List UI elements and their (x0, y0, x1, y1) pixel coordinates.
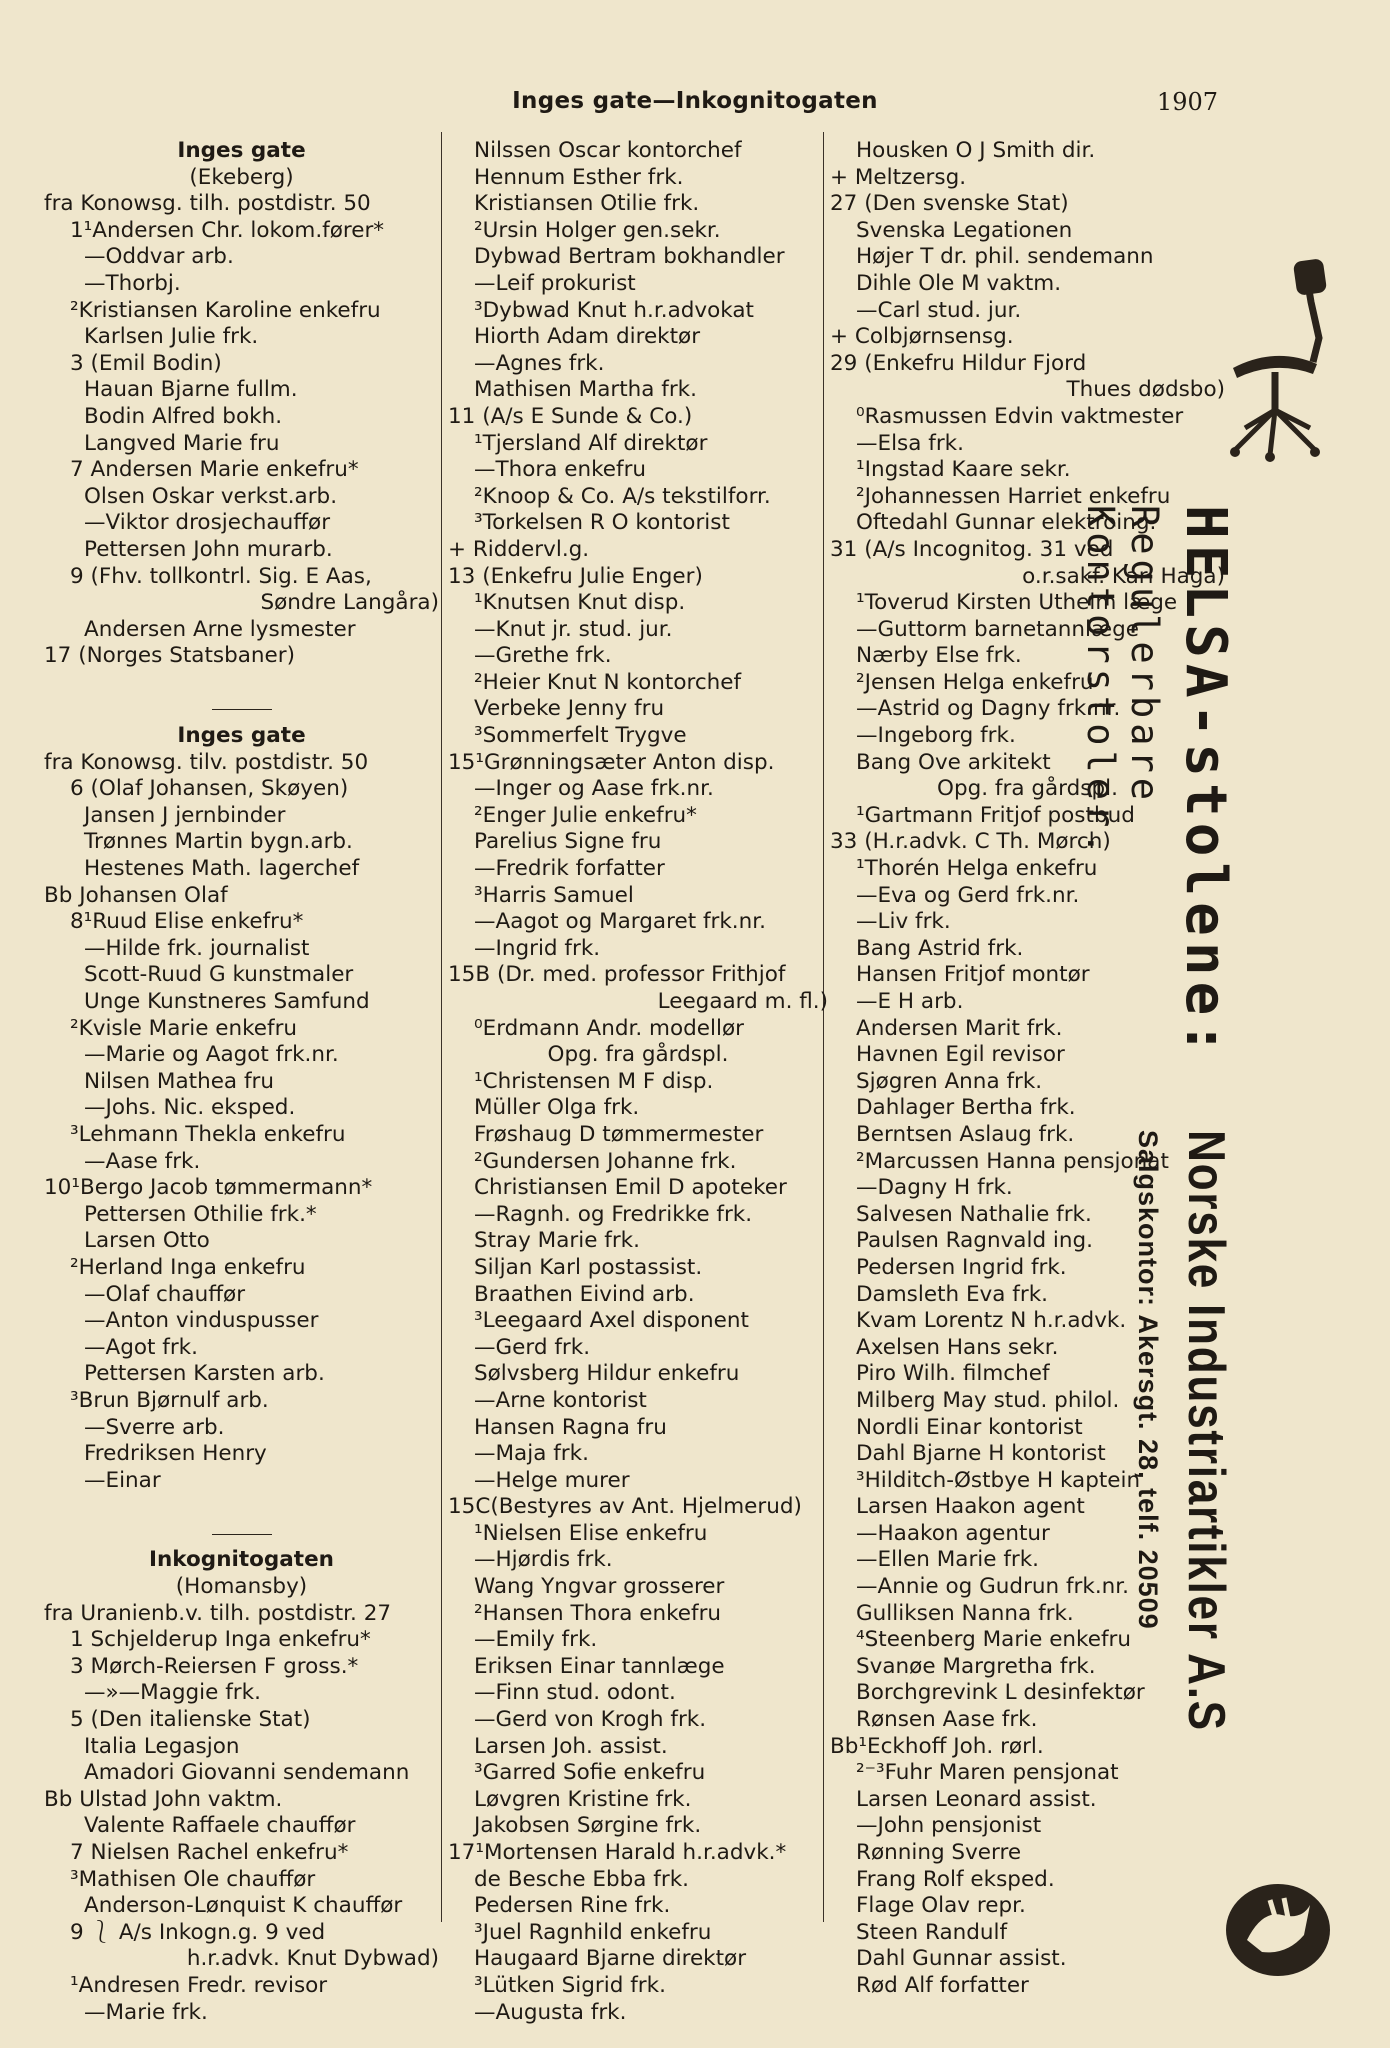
directory-entry: Søndre Langåra) (260, 590, 439, 616)
directory-entry: 11 (A/s E Sunde & Co.) (448, 403, 693, 429)
directory-entry: ²Herland Inga enkefru (70, 1254, 306, 1280)
directory-entry: Fredriksen Henry (84, 1441, 267, 1467)
directory-entry: —Dagny H frk. (856, 1175, 1013, 1201)
directory-entry: Bb Johansen Olaf (44, 882, 228, 908)
directory-entry: Parelius Signe fru (474, 829, 662, 855)
directory-entry: —Leif prokurist (474, 270, 636, 296)
spacer (44, 1494, 439, 1521)
directory-entry: Dahlager Bertha frk. (856, 1095, 1076, 1121)
directory-entry: Scott-Ruud G kunstmaler (84, 962, 354, 988)
directory-entry: Svanøe Margretha frk. (856, 1653, 1096, 1679)
directory-entry: Pettersen Karsten arb. (84, 1361, 325, 1387)
directory-entry: 7 Andersen Marie enkefru* (70, 457, 359, 483)
directory-entry: —Liv frk. (856, 909, 951, 935)
directory-entry: —Helge murer (474, 1467, 630, 1493)
directory-entry: ²⁻³Fuhr Maren pensjonat (856, 1760, 1119, 1786)
directory-entry: Kristiansen Otilie frk. (474, 191, 700, 217)
directory-entry: Housken O J Smith dir. (856, 138, 1096, 163)
directory-entry: ⁴Steenberg Marie enkefru (856, 1627, 1131, 1653)
directory-entry: 6 (Olaf Johansen, Skøyen) (70, 776, 349, 802)
directory-entry: —Viktor drosjechauffør (84, 510, 331, 536)
directory-entry: Kvam Lorentz N h.r.advk. (856, 1308, 1127, 1334)
directory-entry: ³Brun Bjørnulf arb. (70, 1387, 269, 1413)
directory-entry: —Einar (84, 1467, 161, 1493)
directory-entry: Larsen Leonard assist. (856, 1786, 1097, 1812)
directory-entry: Dihle Ole M vaktm. (856, 270, 1062, 296)
directory-entry: Piro Wilh. filmchef (856, 1361, 1050, 1387)
directory-entry: Amadori Giovanni sendemann (84, 1760, 410, 1786)
directory-entry: 15B (Dr. med. professor Frithjof (448, 962, 786, 988)
directory-entry: Hennum Esther frk. (474, 164, 684, 190)
directory-entry: 15¹Grønningsæter Anton disp. (448, 749, 775, 775)
directory-entry: —Ingeborg frk. (856, 723, 1016, 749)
directory-entry: fra Konowsg. tilv. postdistr. 50 (44, 749, 369, 775)
directory-entry: —E H arb. (856, 989, 964, 1014)
directory-entry: ¹Christensen M F disp. (474, 1068, 714, 1094)
directory-entry: —Agot frk. (84, 1334, 198, 1360)
directory-entry: Inkognitogaten (149, 1547, 334, 1573)
directory-entry: Bb¹Eckhoff Joh. rørl. (830, 1733, 1044, 1759)
directory-entry: Larsen Otto (84, 1228, 210, 1254)
directory-entry: —Grethe frk. (474, 643, 612, 669)
spacer (44, 670, 439, 697)
directory-entry: ¹Toverud Kirsten Utheim læge (856, 590, 1178, 616)
directory-entry: Nordli Einar kontorist (856, 1414, 1083, 1440)
directory-entry: ²Jensen Helga enkefru (856, 669, 1094, 695)
directory-entry: ³Lehmann Thekla enkefru (70, 1121, 346, 1147)
norske-ad-subtitle: Salgskontor: Akersgt. 28, telf. 20509 (1133, 1130, 1163, 1630)
directory-entry: Haugaard Bjarne direktør (474, 1946, 747, 1972)
directory-column-2 (448, 138, 828, 2026)
directory-entry: Trønnes Martin bygn.arb. (84, 829, 353, 855)
directory-entry: Andersen Arne lysmester (84, 616, 356, 642)
directory-entry: —Marie frk. (84, 1999, 208, 2025)
directory-entry: —Thorbj. (84, 270, 181, 296)
directory-entry: ²Ursin Holger gen.sekr. (474, 217, 721, 243)
directory-entry: Hauan Bjarne fullm. (84, 377, 298, 403)
directory-entry: Andersen Marit frk. (856, 1015, 1063, 1041)
directory-entry: Thues dødsbo) (1066, 377, 1225, 403)
directory-entry: —Eva og Gerd frk.nr. (856, 882, 1080, 908)
directory-entry: ³Garred Sofie enkefru (474, 1760, 706, 1786)
directory-entry: Pedersen Rine frk. (474, 1893, 671, 1919)
directory-entry: ²Heier Knut N kontorchef (474, 669, 742, 695)
directory-entry: Bb Ulstad John vaktm. (44, 1786, 283, 1812)
directory-entry: Dybwad Bertram bokhandler (474, 244, 785, 270)
directory-entry: Paulsen Ragnvald ing. (856, 1228, 1094, 1254)
directory-entry: Flage Olav repr. (856, 1893, 1026, 1919)
directory-entry: Valente Raffaele chauffør (84, 1813, 356, 1839)
directory-entry: 17¹Mortensen Harald h.r.advk.* (448, 1840, 787, 1865)
directory-entry: h.r.advk. Knut Dybwad) (186, 1946, 439, 1972)
directory-entry: 10¹Bergo Jacob tømmermann* (44, 1175, 373, 1201)
directory-entry: Anderson-Lønquist K chauffør (84, 1893, 403, 1919)
directory-entry: Dahl Gunnar assist. (856, 1946, 1067, 1972)
directory-entry: Pettersen Othilie frk.* (84, 1201, 317, 1227)
directory-entry: —Fredrik forfatter (474, 856, 665, 882)
directory-entry: de Besche Ebba frk. (474, 1866, 689, 1892)
directory-entry: 5 (Den italienske Stat) (70, 1707, 311, 1733)
directory-entry: ²Kvisle Marie enkefru (70, 1015, 298, 1041)
directory-entry: —Ragnh. og Fredrikke frk. (474, 1201, 753, 1227)
directory-entry: —Gerd von Krogh frk. (474, 1707, 707, 1733)
directory-entry: —John pensjonist (856, 1813, 1042, 1839)
directory-entry: ²Marcussen Hanna pensjonat (856, 1148, 1169, 1174)
directory-entry: —Hilde frk. journalist (84, 935, 310, 961)
directory-entry: Rønning Sverre (856, 1840, 1022, 1865)
directory-entry: —Marie og Aagot frk.nr. (84, 1042, 339, 1068)
directory-entry: ³Leegaard Axel disponent (474, 1308, 749, 1334)
directory-entry: Frang Rolf eksped. (856, 1866, 1055, 1892)
directory-entry: —Anton vinduspusser (84, 1308, 319, 1334)
directory-entry: 9 (Fhv. tollkontrl. Sig. E Aas, (70, 563, 372, 589)
directory-entry: 31 (A/s Incognitog. 31 ved (830, 536, 1114, 562)
directory-entry: ²Johannessen Harriet enkefru (856, 483, 1171, 509)
directory-entry: Hansen Fritjof montør (856, 962, 1090, 988)
company-logo-icon (1222, 1880, 1334, 1980)
directory-entry: ¹Nielsen Elise enkefru (474, 1520, 708, 1546)
directory-entry: —Thora enkefru (474, 457, 647, 483)
directory-entry: 9 ⎱ A/s Inkogn.g. 9 ved (70, 1919, 326, 1945)
directory-entry: (Ekeberg) (189, 164, 294, 190)
directory-entry: Nærby Else frk. (856, 643, 1022, 669)
directory-entry: —Maja frk. (474, 1441, 589, 1467)
directory-entry: ³Sommerfelt Trygve (474, 723, 687, 749)
directory-entry: —Aagot og Margaret frk.nr. (474, 909, 766, 935)
directory-entry: fra Uranienb.v. tilh. postdistr. 27 (44, 1600, 392, 1626)
section-separator (44, 1521, 439, 1548)
directory-entry: o.r.sakf. Karl Haga) (1022, 563, 1225, 589)
directory-entry: ¹Tjersland Alf direktør (474, 430, 708, 456)
directory-entry: Svenska Legationen (856, 217, 1073, 243)
norske-ad-title: Norske Industriartikler A.S (1177, 1130, 1235, 1732)
directory-entry: Bang Astrid frk. (856, 935, 1024, 961)
directory-entry: 8¹Ruud Elise enkefru* (70, 909, 304, 935)
directory-entry: Leegaard m. fl.) (657, 989, 828, 1014)
directory-entry: ³Lütken Sigrid frk. (474, 1972, 666, 1998)
section-separator (44, 696, 439, 723)
directory-entry: Christiansen Emil D apoteker (474, 1175, 787, 1201)
directory-entry: 1 Schjelderup Inga enkefru* (70, 1627, 371, 1653)
directory-entry: 33 (H.r.advk. C Th. Mørch) (830, 829, 1111, 855)
directory-entry: Bang Ove arkitekt (856, 749, 1051, 775)
directory-entry: —Ingrid frk. (474, 935, 601, 961)
directory-entry: ¹Gartmann Fritjof postbud (856, 802, 1135, 828)
directory-entry: ³Torkelsen R O kontorist (474, 510, 730, 536)
directory-entry: Damsleth Eva frk. (856, 1281, 1048, 1307)
directory-entry: Mathisen Martha frk. (474, 377, 697, 403)
directory-entry: Hestenes Math. lagerchef (84, 856, 360, 882)
directory-entry: 3 Mørch-Reiersen F gross.* (70, 1653, 359, 1679)
directory-entry: Italia Legasjon (84, 1733, 240, 1759)
directory-entry: Pettersen John murarb. (84, 536, 333, 562)
directory-entry: Jansen J jernbinder (84, 802, 286, 828)
directory-entry: —Hjørdis frk. (474, 1547, 613, 1573)
directory-entry: fra Konowsg. tilh. postdistr. 50 (44, 191, 371, 217)
directory-entry: —Johs. Nic. eksped. (84, 1095, 296, 1121)
directory-entry: —Agnes frk. (474, 350, 605, 376)
directory-entry: ³Harris Samuel (474, 882, 634, 908)
directory-entry: —Ellen Marie frk. (856, 1547, 1040, 1573)
directory-entry: Opg. fra gårdspl. (547, 1042, 729, 1068)
directory-entry: 7 Nielsen Rachel enkefru* (70, 1840, 349, 1865)
directory-entry: —Augusta frk. (474, 1999, 627, 2025)
directory-entry: —Gerd frk. (474, 1334, 591, 1360)
directory-entry: Havnen Egil revisor (856, 1042, 1065, 1068)
directory-entry: —Carl stud. jur. (856, 297, 1022, 323)
directory-entry: ²Knoop & Co. A/s tekstilforr. (474, 483, 771, 509)
directory-entry: Karlsen Julie frk. (84, 324, 259, 350)
directory-entry: Larsen Joh. assist. (474, 1733, 668, 1759)
directory-entry: —Aase frk. (84, 1148, 201, 1174)
directory-entry: Højer T dr. phil. sendemann (856, 244, 1154, 270)
directory-entry: + Meltzersg. (830, 164, 967, 190)
directory-entry: ³Juel Ragnhild enkefru (474, 1919, 712, 1945)
directory-entry: ²Kristiansen Karoline enkefru (70, 297, 381, 323)
directory-entry: Salvesen Nathalie frk. (856, 1201, 1092, 1227)
directory-entry: Gulliksen Nanna frk. (856, 1600, 1074, 1626)
directory-entry: Braathen Eivind arb. (474, 1281, 695, 1307)
directory-entry: (Homansby) (175, 1574, 308, 1600)
directory-entry: —Inger og Aase frk.nr. (474, 776, 714, 802)
directory-entry: —»—Maggie frk. (84, 1680, 261, 1706)
directory-entry: 13 (Enkefru Julie Enger) (448, 563, 703, 589)
directory-entry: Langved Marie fru (84, 430, 280, 456)
directory-entry: Axelsen Hans sekr. (856, 1334, 1059, 1360)
directory-entry: —Knut jr. stud. jur. (474, 616, 673, 642)
directory-entry: Larsen Haakon agent (856, 1494, 1085, 1520)
directory-entry: Eriksen Einar tannlæge (474, 1653, 725, 1679)
directory-entry: Hansen Ragna fru (474, 1414, 667, 1440)
directory-entry: Sjøgren Anna frk. (856, 1068, 1043, 1094)
directory-entry: ²Hansen Thora enkefru (474, 1600, 722, 1626)
directory-entry: ³Mathisen Ole chauffør (70, 1866, 316, 1892)
directory-entry: 3 (Emil Bodin) (70, 350, 222, 376)
directory-entry: Müller Olga frk. (474, 1095, 640, 1121)
directory-entry: ²Enger Julie enkefru* (474, 802, 697, 828)
directory-entry: Wang Yngvar grosserer (474, 1574, 725, 1600)
directory-entry: Dahl Bjarne H kontorist (856, 1441, 1106, 1467)
directory-entry: Verbeke Jenny fru (474, 696, 665, 722)
directory-entry: —Annie og Gudrun frk.nr. (856, 1574, 1130, 1600)
directory-entry: —Sverre arb. (84, 1414, 225, 1440)
directory-entry: Inges gate (177, 138, 306, 163)
office-chair-icon (1215, 250, 1335, 465)
directory-entry: Nilssen Oscar kontorchef (474, 138, 742, 163)
directory-entry: 1¹Andersen Chr. lokom.fører* (70, 217, 385, 243)
page-title: Inges gate—Inkognitogaten (512, 88, 878, 114)
directory-column-1 (44, 138, 439, 2026)
directory-entry: Opg. fra gårdspl. (937, 776, 1118, 802)
directory-entry: + Riddervl.g. (448, 536, 590, 562)
column-divider (441, 132, 442, 1922)
directory-entry: —Oddvar arb. (84, 244, 234, 270)
directory-entry: —Astrid og Dagny frk.nr. (856, 696, 1121, 722)
directory-entry: 29 (Enkefru Hildur Fjord (830, 350, 1087, 376)
directory-entry: Frøshaug D tømmermester (474, 1121, 764, 1147)
directory-entry: ²Gundersen Johanne frk. (474, 1148, 737, 1174)
directory-entry: + Colbjørnsensg. (830, 324, 1014, 350)
directory-entry: Milberg May stud. philol. (856, 1387, 1120, 1413)
directory-entry: Hiorth Adam direktør (474, 324, 701, 350)
directory-entry: Rød Alf forfatter (856, 1972, 1029, 1998)
directory-entry: Inges gate (177, 723, 306, 749)
directory-entry: Borchgrevink L desinfektør (856, 1680, 1145, 1706)
directory-entry: 27 (Den svenske Stat) (830, 191, 1069, 217)
directory-entry: Bodin Alfred bokh. (84, 403, 283, 429)
directory-entry: Nilsen Mathea fru (84, 1068, 274, 1094)
directory-entry: —Elsa frk. (856, 430, 964, 456)
page-number: 1907 (1156, 88, 1218, 116)
directory-entry: ¹Andresen Fredr. revisor (70, 1972, 328, 1998)
directory-entry: ¹Thorén Helga enkefru (856, 856, 1098, 882)
directory-entry: —Haakon agentur (856, 1520, 1050, 1546)
directory-entry: Stray Marie frk. (474, 1228, 640, 1254)
directory-entry: ³Dybwad Knut h.r.advokat (474, 297, 754, 323)
helsa-advertisement (1079, 505, 1238, 1065)
directory-entry: Oftedahl Gunnar elektroing. (856, 510, 1157, 536)
directory-entry: Sølvsberg Hildur enkefru (474, 1361, 740, 1387)
directory-entry: Rønsen Aase frk. (856, 1707, 1038, 1733)
directory-entry: ¹Knutsen Knut disp. (474, 590, 686, 616)
directory-entry: Steen Randulf (856, 1919, 1008, 1945)
directory-entry: ¹Ingstad Kaare sekr. (856, 457, 1071, 483)
directory-entry: Siljan Karl postassist. (474, 1254, 703, 1280)
directory-entry: 17 (Norges Statsbaner) (44, 643, 295, 669)
norske-industriartikler-advertisement (1096, 1130, 1236, 1820)
directory-entry: —Guttorm barnetannlæge (856, 616, 1139, 642)
directory-entry: 15C(Bestyres av Ant. Hjelmerud) (448, 1494, 802, 1520)
directory-entry: Unge Kunstneres Samfund (84, 989, 370, 1014)
directory-entry: Jakobsen Sørgine frk. (474, 1813, 702, 1839)
directory-entry: Berntsen Aslaug frk. (856, 1121, 1075, 1147)
directory-entry: —Emily frk. (474, 1627, 598, 1653)
directory-entry: Olsen Oskar verkst.arb. (84, 483, 338, 509)
directory-entry: ³Hilditch-Østbye H kaptein (856, 1467, 1141, 1493)
directory-entry: —Olaf chauffør (84, 1281, 246, 1307)
directory-entry: ⁰Erdmann Andr. modellør (474, 1015, 744, 1041)
directory-entry: —Arne kontorist (474, 1387, 647, 1413)
helsa-ad-subtitle: Regulerbare Kontorstoler. (1079, 505, 1166, 860)
directory-entry: —Finn stud. odont. (474, 1680, 676, 1706)
directory-entry: ⁰Rasmussen Edvin vaktmester (856, 403, 1184, 429)
helsa-ad-title: HELSA-stolene: (1173, 505, 1238, 1062)
directory-entry: Pedersen Ingrid frk. (856, 1254, 1067, 1280)
directory-entry: Løvgren Kristine frk. (474, 1786, 692, 1812)
